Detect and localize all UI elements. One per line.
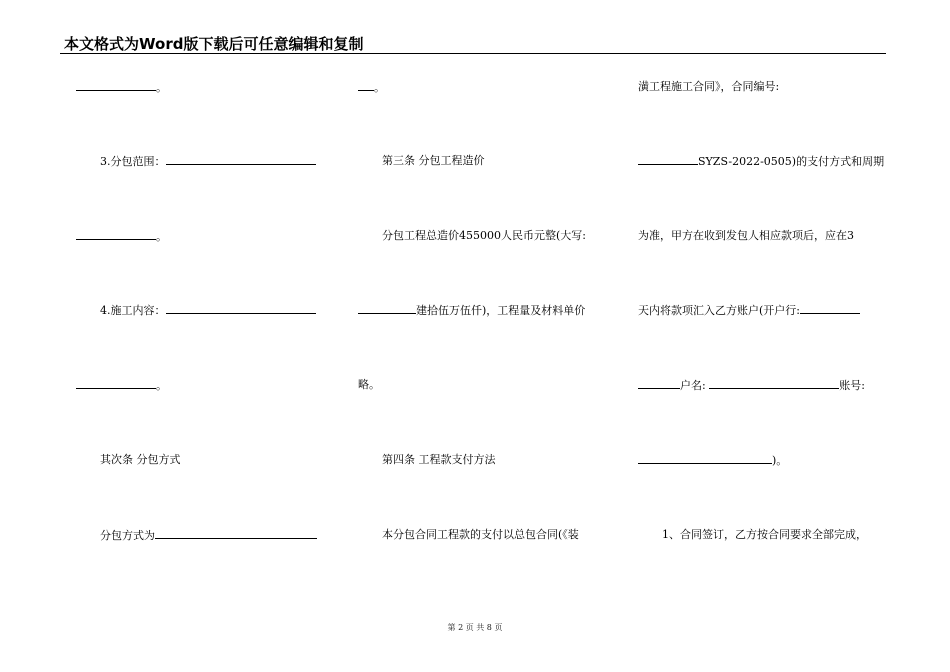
col3-line-3: 为准，甲方在收到发包人相应款项后，应在3 [638,229,854,242]
fill-blank [638,378,680,389]
col1-line-3: 。 [76,229,167,244]
fill-blank [166,154,316,165]
header-divider [60,53,886,54]
fill-blank [76,229,156,240]
fill-blank [638,154,698,165]
col1-line-1: 。 [76,80,167,95]
fill-blank [76,80,156,91]
fill-blank [638,453,772,464]
col2-line-1: 。 [358,80,385,95]
col1-line-2: 3.分包范围： [100,154,316,169]
col1-line-4: 4.施工内容： [100,303,316,318]
col3-line-6: )。 [638,453,787,468]
page-number-footer: 第 2 页 共 8 页 [447,623,503,632]
document-header: 本文格式为Word版下载后可任意编辑和复制 [64,35,364,53]
col1-line-5: 。 [76,378,167,393]
col1-section-heading: 其次条 分包方式 [100,453,181,466]
col1-line-7: 分包方式为 [100,528,317,543]
fill-blank [166,303,316,314]
fill-blank [358,303,416,314]
col2-line-7: 本分包合同工程款的支付以总包合同(《装 [382,528,579,541]
col2-line-4: 建拾伍万伍仟)，工程量及材料单价 [358,303,585,318]
fill-blank [358,80,374,91]
fill-blank [709,378,839,389]
fill-blank [800,303,860,314]
col2-line-3: 分包工程总造价455000人民币元整(大写: [382,229,586,242]
col3-line-4: 天内将款项汇入乙方账户(开户行: [638,303,860,318]
col3-line-5: 户名: 账号: [638,378,865,393]
col2-section-heading-4: 第四条 工程款支付方法 [382,453,496,466]
col2-line-5: 略。 [358,378,380,391]
col3-line-7: 1、合同签订，乙方按合同要求全部完成， [662,528,867,541]
col2-section-heading-3: 第三条 分包工程造价 [382,154,485,167]
fill-blank [155,528,317,539]
fill-blank [76,378,156,389]
col3-line-1: 潢工程施工合同》，合同编号: [638,80,780,93]
col3-line-2: SYZS-2022-0505)的支付方式和周期 [638,154,884,169]
